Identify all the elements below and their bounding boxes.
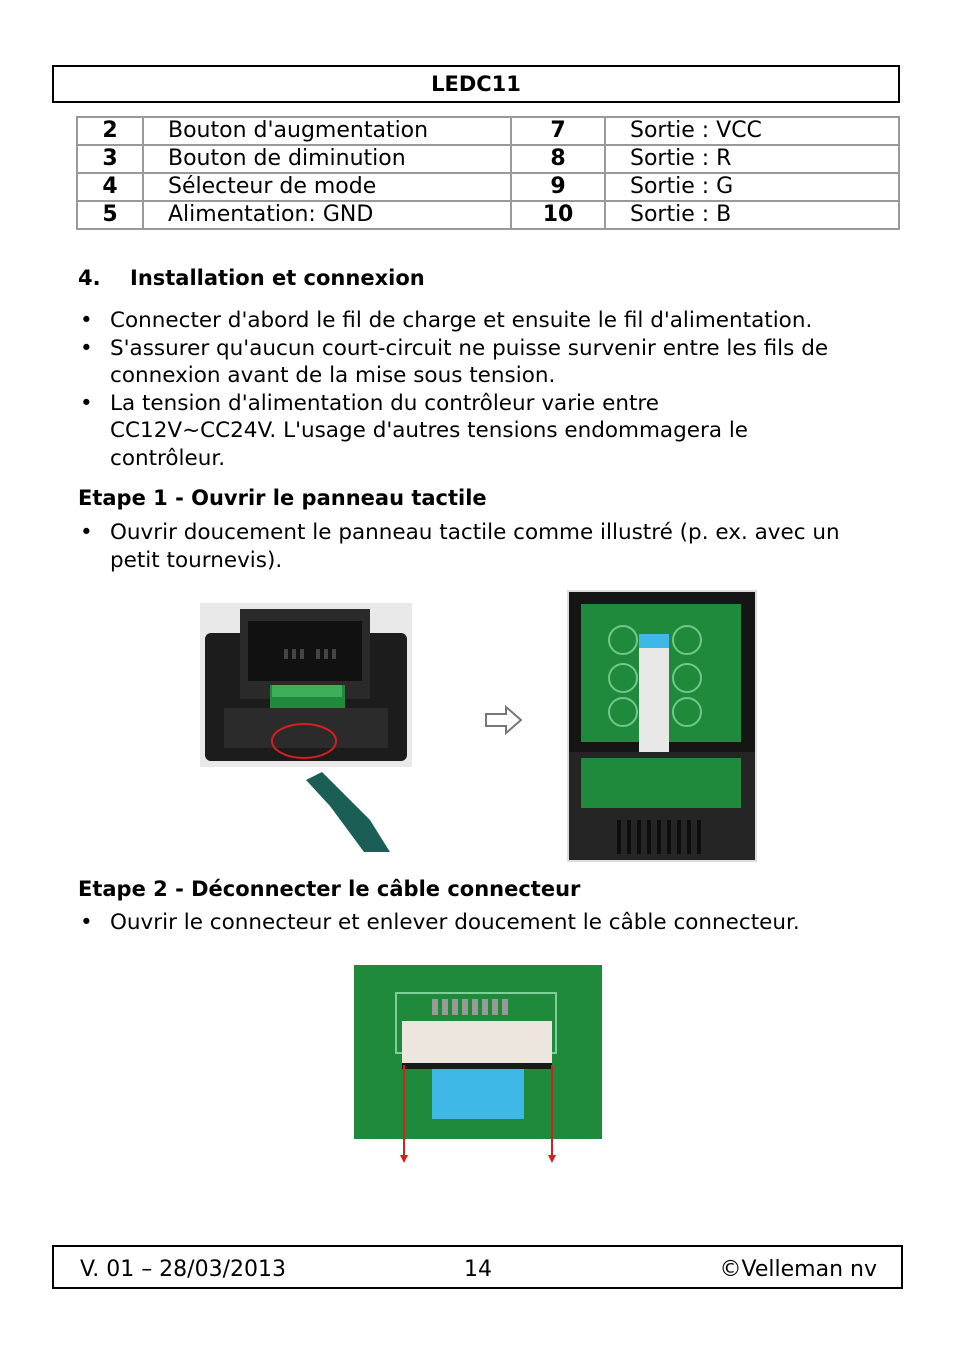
- pin-number: 2: [77, 117, 143, 145]
- list-item: • La tension d'alimentation du contrôleur varie entre CC12V~CC24V. L'usage d'autres tensions endommagera le contrôleur.: [78, 390, 810, 473]
- list-item: • Connecter d'abord le fil de charge et ensuite le fil d'alimentation.: [78, 307, 888, 335]
- installation-list: [78, 307, 888, 472]
- pin-label: Sortie : VCC: [605, 117, 899, 145]
- arrow-right-icon: [484, 705, 524, 735]
- pin-label: Sélecteur de mode: [143, 173, 511, 201]
- pin-number: 7: [511, 117, 605, 145]
- connector-photo: [354, 965, 602, 1167]
- pin-number: 3: [77, 145, 143, 173]
- step2-heading: Etape 2 - Déconnecter le câble connecteur: [78, 877, 581, 901]
- pin-number: 10: [511, 201, 605, 229]
- table-row: [77, 117, 899, 145]
- section-number: 4.: [78, 266, 101, 290]
- list-item: • Ouvrir doucement le panneau tactile comme illustré (p. ex. avec un petit tournevis).: [78, 519, 868, 574]
- table-row: [77, 145, 899, 173]
- screwdriver-icon: [300, 770, 395, 854]
- list-item: • S'assurer qu'aucun court-circuit ne puisse survenir entre les fils de connexion avant de la mise sous tension.: [78, 335, 888, 390]
- controller-back-photo: [200, 603, 412, 767]
- table-row: [77, 201, 899, 229]
- open-panel-photo: [567, 590, 757, 862]
- step1-list: [78, 519, 868, 574]
- footer-version: V. 01 – 28/03/2013: [80, 1257, 286, 1282]
- list-item: • Ouvrir le connecteur et enlever doucement le câble connecteur.: [78, 909, 878, 937]
- pin-label: Sortie : G: [605, 173, 899, 201]
- pin-number: 9: [511, 173, 605, 201]
- document-header: [52, 65, 900, 103]
- step2-list: [78, 909, 878, 937]
- pin-table: [76, 116, 900, 230]
- pin-number: 4: [77, 173, 143, 201]
- pin-label: Bouton de diminution: [143, 145, 511, 173]
- footer-copyright: ©Velleman nv: [719, 1257, 877, 1282]
- footer-page-number: 14: [464, 1257, 492, 1282]
- pin-label: Sortie : R: [605, 145, 899, 173]
- pin-label: Bouton d'augmentation: [143, 117, 511, 145]
- page-footer: [52, 1245, 903, 1289]
- product-title: LEDC11: [431, 72, 521, 96]
- section-heading: [78, 266, 425, 290]
- pin-label: Alimentation: GND: [143, 201, 511, 229]
- pin-number: 8: [511, 145, 605, 173]
- step1-heading: Etape 1 - Ouvrir le panneau tactile: [78, 486, 487, 510]
- pin-number: 5: [77, 201, 143, 229]
- pin-label: Sortie : B: [605, 201, 899, 229]
- table-row: [77, 173, 899, 201]
- section-title: Installation et connexion: [130, 266, 425, 290]
